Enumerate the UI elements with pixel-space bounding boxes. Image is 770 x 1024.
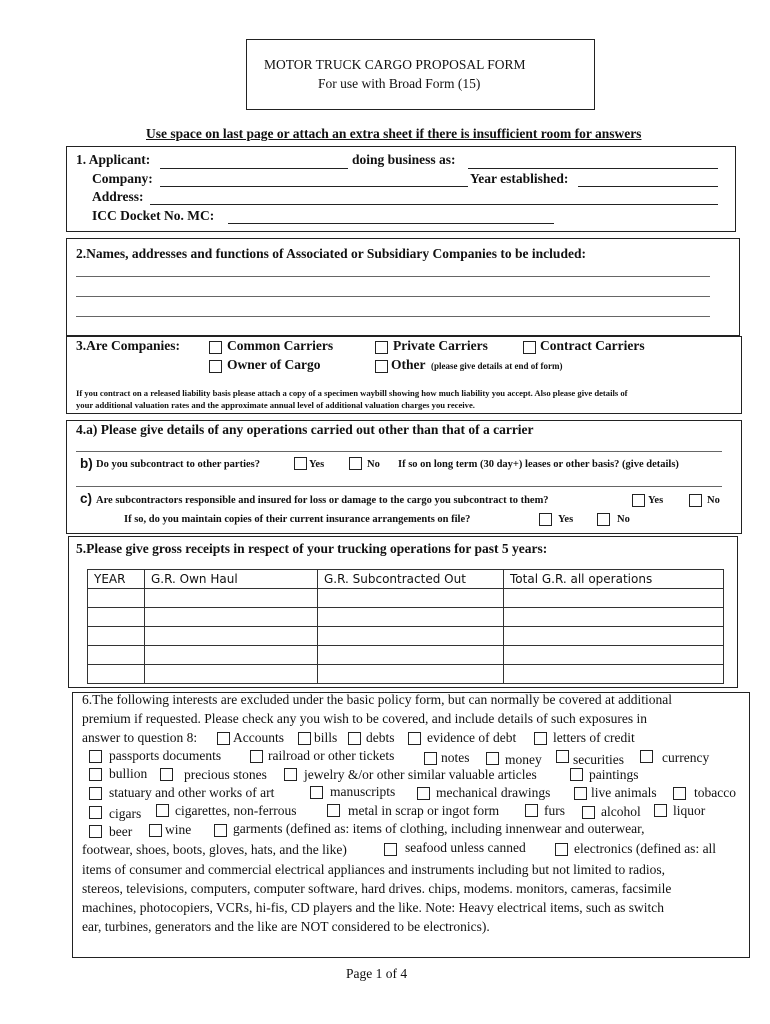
metal-scrap-label: metal in scrap or ingot form xyxy=(348,803,500,818)
subcontract-details-line[interactable] xyxy=(76,486,722,487)
table-cell[interactable] xyxy=(88,627,145,646)
subcontractors-insured-question: Are subcontractors responsible and insured for loss or damage to the cargo you subcontract to them? xyxy=(96,495,549,506)
address-label: Address: xyxy=(92,189,144,204)
column-header: G.R. Subcontracted Out xyxy=(318,570,504,589)
evidence-of-debt-checkbox[interactable] xyxy=(408,732,421,745)
table-cell[interactable] xyxy=(145,646,318,665)
table-cell[interactable] xyxy=(88,608,145,627)
statuary-label: statuary and other works of art xyxy=(109,785,275,800)
securities-label: securities xyxy=(573,752,624,767)
released-liability-note-2: your additional valuation rates and the approximate annual level of additional valuation charges you receive. xyxy=(76,400,475,410)
other-checkbox[interactable] xyxy=(375,360,388,373)
subcontract-follow-up: If so on long term (30 day+) leases or other basis? (give details) xyxy=(398,459,679,470)
dba-label: doing business as: xyxy=(352,152,456,167)
evidence-of-debt-label: evidence of debt xyxy=(427,730,517,745)
insurance-copies-question: If so, do you maintain copies of their current insurance arrangements on file? xyxy=(124,514,471,525)
companies-type-label: 3.Are Companies: xyxy=(76,338,180,353)
year-established-label: Year established: xyxy=(470,171,569,186)
wine-label: wine xyxy=(165,822,192,837)
electronics-definition-4: ear, turbines, generators and the like are NOT considered to be electronics). xyxy=(82,919,490,934)
manuscripts-label: manuscripts xyxy=(330,784,396,799)
company-field[interactable] xyxy=(160,186,468,187)
owner-of-cargo-checkbox[interactable] xyxy=(209,360,222,373)
bills-checkbox[interactable] xyxy=(298,732,311,745)
subcontractors-insured-no-checkbox[interactable] xyxy=(689,494,702,507)
table-row xyxy=(88,608,724,627)
common-carriers-checkbox[interactable] xyxy=(209,341,222,354)
liquor-label: liquor xyxy=(673,803,706,818)
bullion-checkbox[interactable] xyxy=(89,768,102,781)
railroad-tickets-checkbox[interactable] xyxy=(250,750,263,763)
other-operations-label: 4.a) Please give details of any operations carried out other than that of a carrier xyxy=(76,422,534,437)
table-cell[interactable] xyxy=(318,627,504,646)
alcohol-checkbox[interactable] xyxy=(582,806,595,819)
furs-checkbox[interactable] xyxy=(525,804,538,817)
icc-docket-label: ICC Docket No. MC: xyxy=(92,208,215,223)
jewelry-checkbox[interactable] xyxy=(284,768,297,781)
statuary-checkbox[interactable] xyxy=(89,787,102,800)
subcontract-no-label: No xyxy=(367,459,380,470)
mechanical-drawings-label: mechanical drawings xyxy=(436,785,551,800)
electronics-definition-3: machines, photocopiers, VCRs, hi-fis, CD players and the like. Note: Heavy electrical items, such as switch xyxy=(82,900,664,915)
table-cell[interactable] xyxy=(145,627,318,646)
wine-checkbox[interactable] xyxy=(149,824,162,837)
owner-of-cargo-label: Owner of Cargo xyxy=(227,357,321,372)
instructions: Use space on last page or attach an extra sheet if there is insufficient room for answers xyxy=(146,126,642,141)
letters-of-credit-label: letters of credit xyxy=(553,730,635,745)
footwear-label: footwear, shoes, boots, gloves, hats, and the like) xyxy=(82,842,347,857)
precious-stones-label: precious stones xyxy=(184,767,267,782)
insurance-copies-no-checkbox[interactable] xyxy=(597,513,610,526)
table-cell[interactable] xyxy=(504,627,724,646)
accounts-label: Accounts xyxy=(233,730,284,745)
table-cell[interactable] xyxy=(318,665,504,684)
table-row xyxy=(88,646,724,665)
mechanical-drawings-checkbox[interactable] xyxy=(417,787,430,800)
table-cell[interactable] xyxy=(145,589,318,608)
associated-companies-line[interactable] xyxy=(76,296,710,297)
column-header: YEAR xyxy=(88,570,145,589)
form-subtitle: For use with Broad Form (15) xyxy=(318,76,481,91)
subcontract-yes-checkbox[interactable] xyxy=(294,457,307,470)
common-carriers-label: Common Carriers xyxy=(227,338,334,353)
table-header-row xyxy=(88,570,724,589)
jewelry-label: jewelry &/or other similar valuable articles xyxy=(304,767,537,782)
debts-label: debts xyxy=(366,730,395,745)
furs-label: furs xyxy=(544,803,565,818)
subcontract-prefix: b) xyxy=(80,456,93,471)
subcontract-question: Do you subcontract to other parties? xyxy=(96,459,261,470)
bills-label: bills xyxy=(314,730,338,745)
garments-label: garments (defined as: items of clothing, including innenwear and outerwear, xyxy=(233,821,645,836)
alcohol-label: alcohol xyxy=(601,804,641,819)
table-cell[interactable] xyxy=(504,589,724,608)
gross-receipts-table xyxy=(87,569,724,684)
excluded-interests-intro: 6.The following interests are excluded under the basic policy form, but can normally be covered at additional xyxy=(82,692,673,707)
year-established-field[interactable] xyxy=(578,186,718,187)
paintings-checkbox[interactable] xyxy=(570,768,583,781)
manuscripts-checkbox[interactable] xyxy=(310,786,323,799)
subcontractors-insured-yes-label: Yes xyxy=(648,495,664,506)
excluded-interests-intro-3: answer to question 8: xyxy=(82,730,198,745)
table-cell[interactable] xyxy=(145,665,318,684)
table-row xyxy=(88,665,724,684)
applicant-field[interactable] xyxy=(160,168,348,169)
notes-checkbox[interactable] xyxy=(424,752,437,765)
other-note: (please give details at end of form) xyxy=(431,361,563,371)
contract-carriers-label: Contract Carriers xyxy=(540,338,645,353)
currency-checkbox[interactable] xyxy=(640,750,653,763)
seafood-label: seafood unless canned xyxy=(405,840,526,855)
tobacco-label: tobacco xyxy=(694,785,736,800)
associated-companies-line[interactable] xyxy=(76,276,710,277)
column-header: G.R. Own Haul xyxy=(145,570,318,589)
form-title: MOTOR TRUCK CARGO PROPOSAL FORM xyxy=(264,57,526,72)
bullion-label: bullion xyxy=(109,766,148,781)
table-cell[interactable] xyxy=(318,608,504,627)
table-cell[interactable] xyxy=(504,646,724,665)
live-animals-label: live animals xyxy=(591,785,657,800)
address-field[interactable] xyxy=(150,204,718,205)
beer-checkbox[interactable] xyxy=(89,825,102,838)
passports-label: passports documents xyxy=(109,748,222,763)
subcontractors-insured-prefix: c) xyxy=(80,491,93,506)
associated-companies-label: 2.Names, addresses and functions of Associated or Subsidiary Companies to be included: xyxy=(76,246,586,261)
table-cell[interactable] xyxy=(318,646,504,665)
cigars-checkbox[interactable] xyxy=(89,806,102,819)
other-operations-line[interactable] xyxy=(76,451,722,452)
company-label: Company: xyxy=(92,171,153,186)
metal-scrap-checkbox[interactable] xyxy=(327,804,340,817)
applicant-label: 1. Applicant: xyxy=(76,152,151,167)
paintings-label: paintings xyxy=(589,767,639,782)
subcontract-no-checkbox[interactable] xyxy=(349,457,362,470)
money-checkbox[interactable] xyxy=(486,752,499,765)
money-label: money xyxy=(505,752,542,767)
cigarettes-label: cigarettes, non-ferrous xyxy=(175,803,297,818)
subcontractors-insured-yes-checkbox[interactable] xyxy=(632,494,645,507)
table-cell[interactable] xyxy=(145,608,318,627)
passports-checkbox[interactable] xyxy=(89,750,102,763)
table-cell[interactable] xyxy=(88,589,145,608)
subcontract-yes-label: Yes xyxy=(309,459,325,470)
notes-label: notes xyxy=(441,750,470,765)
dba-field[interactable] xyxy=(468,168,718,169)
contract-carriers-checkbox[interactable] xyxy=(523,341,536,354)
electronics-label: electronics (defined as: all xyxy=(574,841,717,856)
column-header: Total G.R. all operations xyxy=(504,570,724,589)
electronics-definition: items of consumer and commercial electrical appliances and instruments including but not limited to radios, xyxy=(82,862,665,877)
insurance-copies-yes-checkbox[interactable] xyxy=(539,513,552,526)
gross-receipts-label: 5.Please give gross receipts in respect of your trucking operations for past 5 years: xyxy=(76,541,548,556)
precious-stones-checkbox[interactable] xyxy=(160,768,173,781)
icc-docket-field[interactable] xyxy=(228,223,554,224)
electronics-checkbox[interactable] xyxy=(555,843,568,856)
table-row xyxy=(88,627,724,646)
electronics-definition-2: stereos, televisions, computers, computer software, hard drives. chips, modems. monitors, cameras, facsimile xyxy=(82,881,672,896)
seafood-checkbox[interactable] xyxy=(384,843,397,856)
debts-checkbox[interactable] xyxy=(348,732,361,745)
tobacco-checkbox[interactable] xyxy=(673,787,686,800)
private-carriers-label: Private Carriers xyxy=(393,338,488,353)
liquor-checkbox[interactable] xyxy=(654,804,667,817)
railroad-tickets-label: railroad or other tickets xyxy=(268,748,395,763)
table-cell[interactable] xyxy=(88,646,145,665)
associated-companies-line[interactable] xyxy=(76,316,710,317)
table-cell[interactable] xyxy=(504,665,724,684)
insurance-copies-yes-label: Yes xyxy=(558,514,574,525)
beer-label: beer xyxy=(109,824,133,839)
title-box xyxy=(246,39,595,110)
released-liability-note: If you contract on a released liability basis please attach a copy of a specimen waybill showing how much liability you accept. Also please give details of xyxy=(76,388,628,398)
cigars-label: cigars xyxy=(109,806,142,821)
live-animals-checkbox[interactable] xyxy=(574,787,587,800)
currency-label: currency xyxy=(662,750,710,765)
private-carriers-checkbox[interactable] xyxy=(375,341,388,354)
page-number: Page 1 of 4 xyxy=(346,966,408,981)
subcontractors-insured-no-label: No xyxy=(707,495,720,506)
other-label: Other xyxy=(391,357,426,372)
garments-checkbox[interactable] xyxy=(214,824,227,837)
letters-of-credit-checkbox[interactable] xyxy=(534,732,547,745)
insurance-copies-no-label: No xyxy=(617,514,630,525)
excluded-interests-intro-2: premium if requested. Please check any you wish to be covered, and include details of such exposures in xyxy=(82,711,647,726)
table-cell[interactable] xyxy=(504,608,724,627)
securities-checkbox[interactable] xyxy=(556,750,569,763)
table-row xyxy=(88,589,724,608)
accounts-checkbox[interactable] xyxy=(217,732,230,745)
table-cell[interactable] xyxy=(88,665,145,684)
table-cell[interactable] xyxy=(318,589,504,608)
cigarettes-checkbox[interactable] xyxy=(156,804,169,817)
